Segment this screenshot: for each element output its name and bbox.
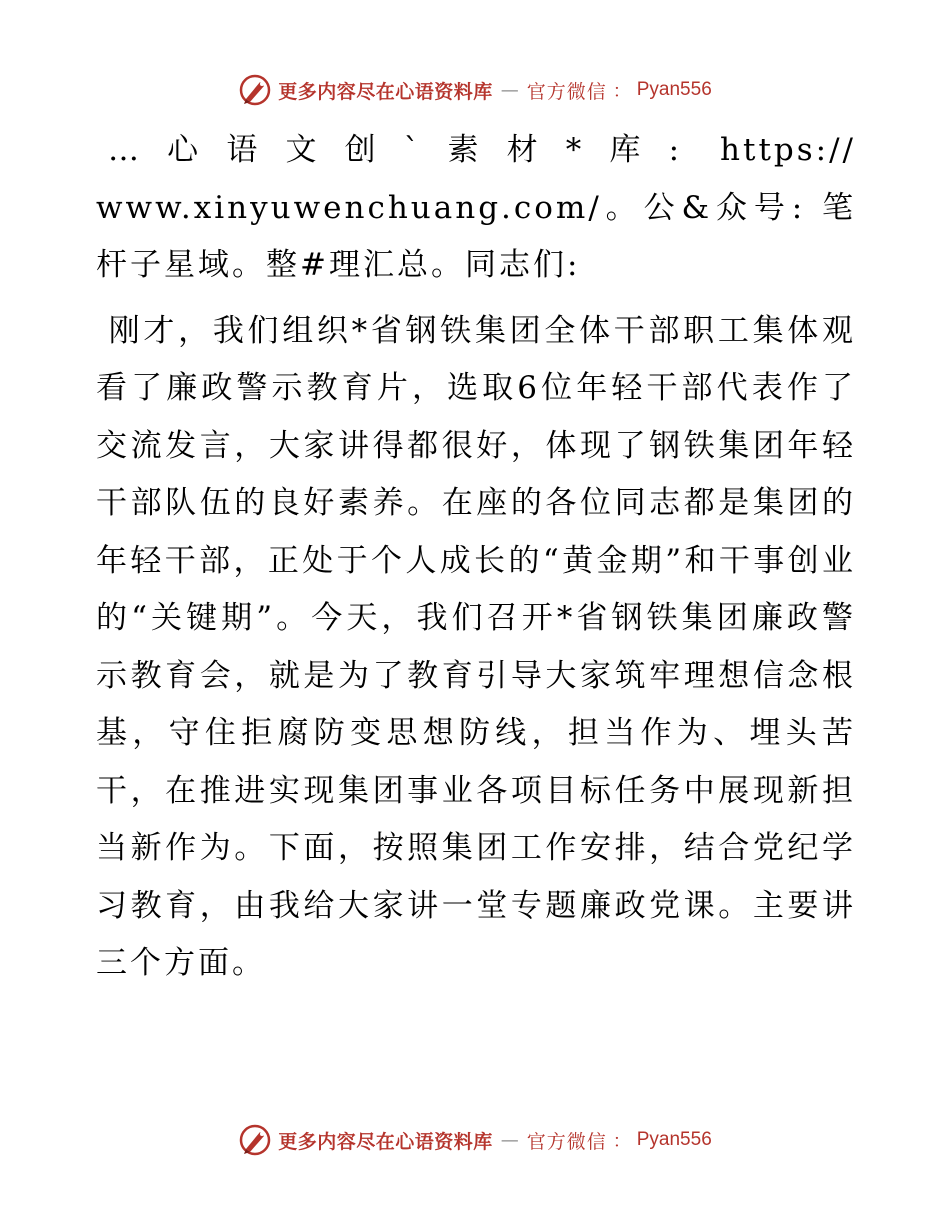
wechat-label: 官方微信	[526, 1130, 607, 1153]
separator-dash: —	[500, 79, 519, 101]
intro-text: …心语文创`素材*库: https:// www.xinyuwenchuang.com/。公&众号: 笔杆子星域。整#理汇总。同志们:	[96, 132, 856, 283]
footer-watermark-banner	[0, 1120, 950, 1160]
pen-logo-icon	[238, 1123, 272, 1157]
main-paragraph	[96, 303, 856, 993]
pen-logo-icon	[238, 73, 272, 107]
library-name: 更多内容尽在心语资料库	[278, 80, 493, 103]
wechat-account: Pyan556	[636, 79, 712, 100]
wechat-label: 官方微信	[526, 80, 607, 103]
header-watermark-banner	[0, 70, 950, 110]
document-body	[96, 122, 856, 993]
library-name: 更多内容尽在心语资料库	[278, 1130, 493, 1153]
intro-paragraph	[96, 122, 856, 295]
wechat-colon: ：	[612, 1131, 631, 1152]
wechat-account: Pyan556	[636, 1129, 712, 1150]
wechat-colon: ：	[612, 81, 631, 102]
separator-dash: —	[500, 1129, 519, 1151]
main-text: 刚才，我们组织*省钢铁集团全体干部职工集体观看了廉政警示教育片，选取6位年轻干部代表作了交流发言，大家讲得都很好，体现了钢铁集团年轻干部队伍的良好素养。在座的各位同志都是集团的年轻干部，正处于个人成长的“黄金期”和干事创业的“关键期”。今天，我们召开*省钢铁集团廉政警示教育会，就是为了教育引导大家筑牢理想信念根基，守住拒腐防变思想防线，担当作为、埋头苦干，在推进实现集团事业各项目标任务中展现新担当新作为。下面，按照集团工作安排，结合党纪学习教育，由我给大家讲一堂专题廉政党课。主要讲三个方面。	[96, 312, 856, 981]
